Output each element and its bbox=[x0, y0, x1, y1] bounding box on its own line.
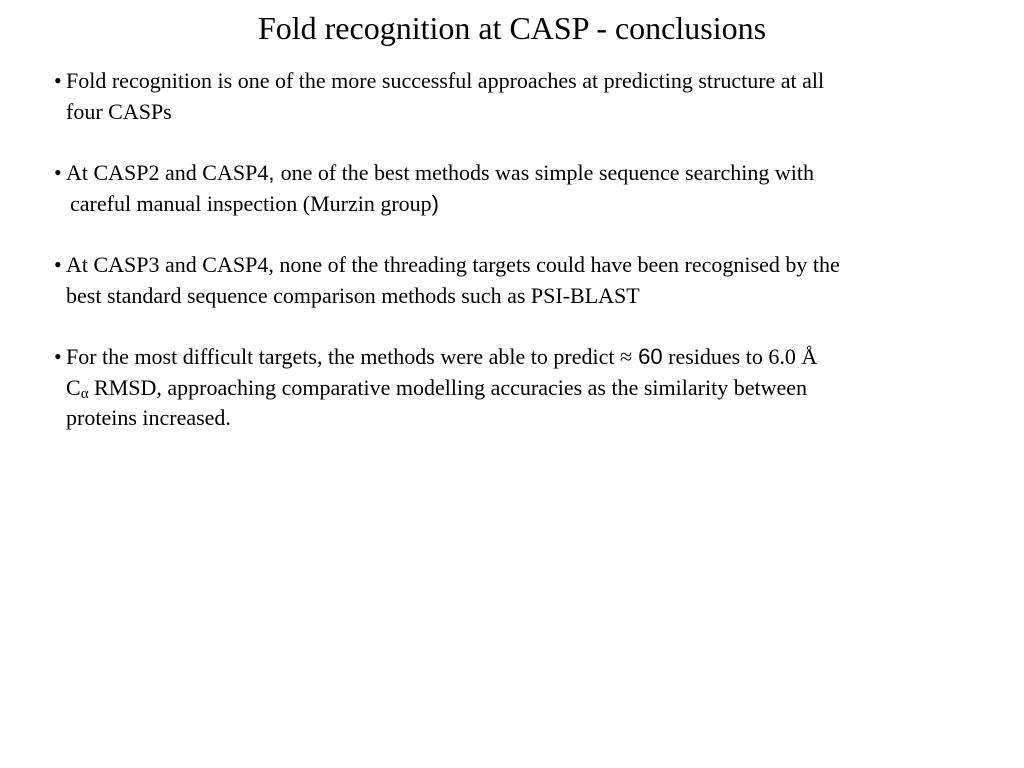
slide-title: Fold recognition at CASP - conclusions bbox=[257, 10, 767, 46]
bullet-text-line: proteins increased. bbox=[66, 405, 231, 430]
bullet-item bbox=[54, 158, 994, 219]
bullet-text-fragment: At CASP2 and CASP4 bbox=[66, 160, 269, 185]
c-alpha-label: C bbox=[66, 374, 81, 400]
bullet-text-line bbox=[66, 158, 994, 189]
bullet-text-fragment: residues to 6.0 Å bbox=[662, 344, 818, 369]
bullet-list bbox=[54, 66, 994, 465]
bullet-text-fragment: , bbox=[268, 160, 281, 185]
bullet-icon: • bbox=[54, 344, 62, 369]
bullet-text-fragment: ) bbox=[431, 190, 439, 216]
bullet-text-fragment: RMSD, approaching comparative modelling accuracies as the similarity between bbox=[88, 374, 807, 400]
bullet-text-line: Fold recognition is one of the more successful approaches at predicting structure at all bbox=[66, 68, 825, 93]
bullet-item bbox=[54, 342, 994, 434]
alpha-subscript: α bbox=[80, 385, 89, 402]
bullet-text-fragment: one of the best methods was simple sequence searching with bbox=[280, 160, 814, 185]
bullet-icon: • bbox=[54, 68, 62, 93]
bullet-text-line: At CASP3 and CASP4, none of the threading targets could have been recognised by the bbox=[66, 252, 840, 277]
bullet-text-fragment: For the most difficult targets, the methods were able to predict bbox=[66, 344, 620, 369]
bullet-icon: • bbox=[54, 160, 62, 185]
bullet-item bbox=[54, 66, 994, 127]
bullet-text-line bbox=[66, 342, 994, 373]
bullet-icon: • bbox=[54, 252, 62, 277]
bullet-text-fragment: careful manual inspection (Murzin group bbox=[70, 190, 432, 216]
bullet-text-line: four CASPs bbox=[66, 98, 172, 124]
bullet-text-line bbox=[66, 373, 994, 404]
bullet-text-line bbox=[66, 189, 994, 220]
bullet-item bbox=[54, 250, 994, 311]
residue-count: 60 bbox=[632, 344, 663, 369]
bullet-text-line: best standard sequence comparison methods such as PSI-BLAST bbox=[66, 282, 640, 308]
approx-symbol: ≈ bbox=[619, 344, 633, 369]
